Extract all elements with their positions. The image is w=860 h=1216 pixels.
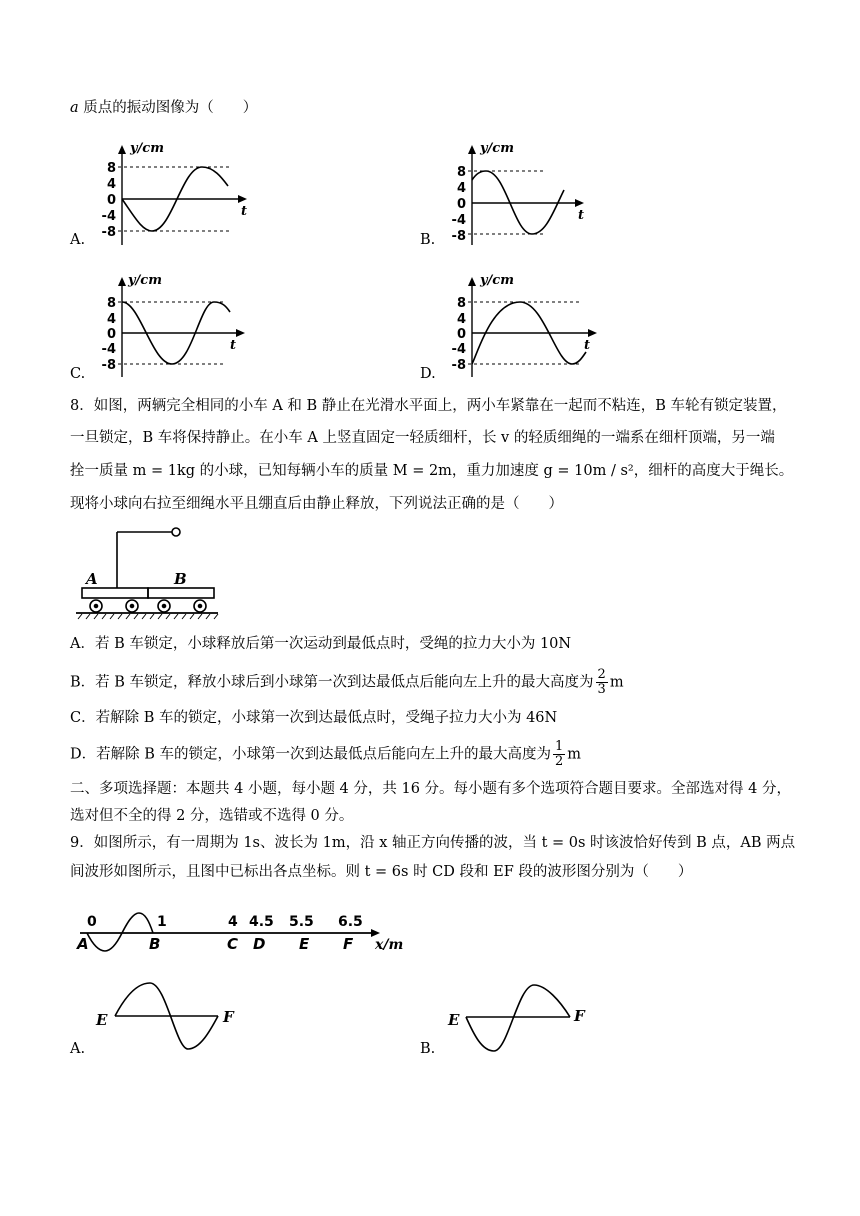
graph-c-arrow-y (118, 277, 126, 286)
axis-point: F (343, 935, 354, 953)
cart-label-b: B (174, 570, 187, 588)
q7-stem (70, 98, 257, 118)
graph-a-axes (118, 150, 242, 245)
q7-option-d[interactable] (420, 272, 620, 382)
graph-b-ticks (452, 165, 466, 244)
tick-label: -4 (101, 342, 116, 357)
q7-option-c[interactable] (70, 272, 270, 382)
q8-option-b[interactable] (70, 668, 624, 697)
tick-label: 4 (106, 312, 116, 327)
graph-c-ticks (102, 296, 116, 373)
graph-d-ylabel: y/cm (480, 273, 514, 288)
axis-number: 4.5 (249, 914, 274, 930)
tick-label: -8 (451, 229, 466, 244)
axis-point: B (149, 935, 161, 953)
tick-label: -4 (101, 209, 116, 224)
tick-label: 8 (106, 161, 116, 176)
q8-option-d-text: D．若解除 B 车的锁定，小球第一次到达最低点后能向左上升的最大高度为 (70, 746, 551, 763)
q8-option-a[interactable]: A．若 B 车锁定，小球释放后第一次运动到最低点时，受绳的拉力大小为 10N (70, 636, 572, 652)
tick-label: 0 (106, 327, 116, 342)
q7-graph-a (70, 140, 270, 250)
fraction-denominator: 2 (555, 754, 564, 769)
graph-b-arrow-t (575, 199, 584, 207)
q8-option-d-unit: m (567, 746, 582, 763)
q8-option-b-unit: m (609, 674, 624, 691)
graph-b-xlabel: t (578, 208, 585, 223)
axis-point: E (299, 935, 310, 953)
axis-number: 1 (157, 914, 167, 930)
tick-label: 0 (456, 197, 466, 212)
q9-wave-a (70, 975, 270, 1055)
tick-label: 4 (456, 181, 466, 196)
q8-cart-figure (72, 522, 222, 622)
q8-line-1: 8．如图，两辆完全相同的小车 A 和 B 静止在光滑水平面上，两小车紧靠在一起而不粘连，B 车轮有锁定装置， (70, 398, 787, 414)
axis-point: D (253, 935, 266, 953)
tick-label: 8 (456, 296, 466, 311)
graph-c-ylabel: y/cm (128, 273, 162, 288)
tick-label: -8 (101, 225, 116, 240)
graph-c-arrow-t (236, 329, 245, 337)
q7-option-c-letter: C. (70, 366, 86, 382)
q8-option-b-fraction (596, 668, 608, 697)
wave-b-left-label: E (448, 1011, 460, 1029)
graph-c-xlabel: t (230, 338, 237, 353)
graph-a-ticks (102, 161, 116, 240)
wave-a-right-label: F (223, 1008, 234, 1026)
tick-label: 8 (456, 165, 466, 180)
cart-label-a: A (86, 570, 98, 588)
graph-b-axes (468, 150, 578, 245)
q8-line-2: 一旦锁定，B 车将保持静止。在小车 A 上竖直固定一轻质细杆，长 v 的轻质细绳的一端系在细杆顶端，另一端 (70, 430, 775, 446)
wave-b-curve (466, 985, 570, 1051)
axis-number: 6.5 (338, 914, 363, 930)
graph-b-arrow-y (468, 145, 476, 154)
q9-axis-figure (75, 905, 415, 965)
q9-line-1: 9．如图所示，有一周期为 1s、波长为 1m，沿 x 轴正方向传播的波，当 t = 0s 时该波恰好传到 B 点，AB 两点 (70, 835, 796, 851)
q9-option-a-letter: A. (70, 1041, 86, 1057)
q8-option-d[interactable] (70, 740, 581, 769)
q7-option-a[interactable] (70, 140, 270, 250)
tick-label: -8 (101, 358, 116, 373)
ab-wave (87, 913, 153, 951)
axis-number: 5.5 (289, 914, 314, 930)
q7-graph-d (420, 272, 620, 382)
ground-hatch (78, 614, 218, 619)
graph-c-axes (118, 282, 240, 377)
q7-stem-text: 质点的振动图像为（ ） (78, 100, 258, 116)
tick-label: 4 (106, 177, 116, 192)
q8-line-4: 现将小球向右拉至细绳水平且绷直后由静止释放，下列说法正确的是（ ） (70, 496, 563, 512)
wave-a-left-label: E (96, 1011, 108, 1029)
graph-d-ticks (452, 296, 466, 373)
tick-label: 0 (456, 327, 466, 342)
section2-line-2: 选对但不全的得 2 分，选错或不选得 0 分。 (70, 808, 354, 824)
graph-a-arrow-y (118, 145, 126, 154)
q7-option-a-letter: A. (70, 232, 86, 248)
axis-points (76, 935, 354, 953)
tick-label: -4 (451, 213, 466, 228)
tick-label: 8 (106, 296, 116, 311)
q9-line-2: 间波形如图所示，且图中已标出各点坐标。则 t = 6s 时 CD 段和 EF 段的波形图分别为（ ） (70, 864, 693, 880)
q8-option-c[interactable]: C．若解除 B 车的锁定，小球第一次到达最低点时，受绳子拉力大小为 46N (70, 710, 558, 726)
q8-option-b-text: B．若 B 车锁定，释放小球后到小球第一次到达最低点后能向左上升的最大高度为 (70, 674, 594, 691)
tick-label: -4 (451, 342, 466, 357)
q8-line-3: 拴一质量 m = 1kg 的小球，已知每辆小车的质量 M = 2m，重力加速度 g = 10m / s²，细杆的高度大于绳长。 (70, 463, 794, 479)
q7-option-b[interactable] (420, 140, 620, 250)
q8-option-d-fraction (553, 740, 565, 769)
fraction-numerator: 2 (597, 667, 606, 682)
graph-a-arrow-t (238, 195, 247, 203)
wave-b-right-label: F (574, 1007, 585, 1025)
q9-option-b-letter: B. (420, 1041, 436, 1057)
q7-graph-b (420, 140, 620, 250)
q9-wave-b (420, 975, 620, 1055)
tick-label: -8 (451, 358, 466, 373)
q7-stem-var: a (70, 100, 79, 116)
x-axis-arrow (371, 929, 380, 937)
q9-option-b[interactable] (420, 975, 620, 1055)
axis-point: C (227, 935, 239, 953)
graph-a-ylabel: y/cm (130, 141, 164, 156)
tick-label: 4 (456, 312, 466, 327)
axis-number: 0 (87, 914, 97, 930)
q9-option-a[interactable] (70, 975, 270, 1055)
section2-line-1: 二、多项选择题：本题共 4 小题，每小题 4 分，共 16 分。每小题有多个选项符合题目要求。全部选对得 4 分， (70, 781, 791, 797)
graph-d-xlabel: t (584, 338, 591, 353)
q7-graph-c (70, 272, 270, 382)
axis-number: 4 (228, 914, 238, 930)
q7-option-d-letter: D. (420, 366, 436, 382)
q7-option-b-letter: B. (420, 232, 436, 248)
fraction-numerator: 1 (555, 739, 564, 754)
graph-b-ylabel: y/cm (480, 141, 514, 156)
fraction-denominator: 3 (597, 682, 606, 697)
tick-label: 0 (106, 193, 116, 208)
graph-d-arrow-y (468, 277, 476, 286)
graph-a-xlabel: t (241, 204, 248, 219)
axis-point: A (77, 935, 89, 953)
axis-unit: x/m (375, 937, 404, 953)
graph-d-arrow-t (588, 329, 597, 337)
